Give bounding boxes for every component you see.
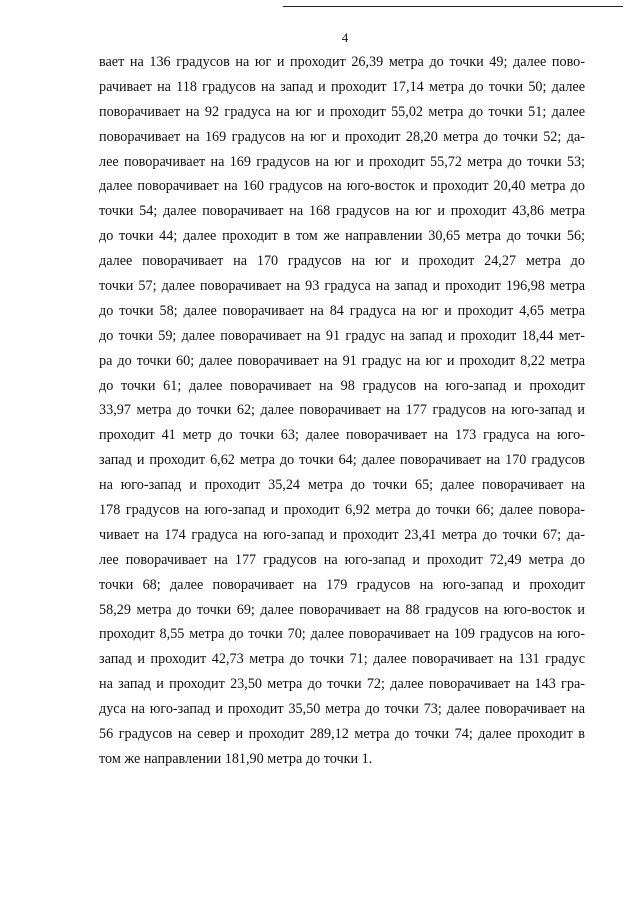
text-line: поворачивает на 169 градусов на юг и проходит 28,20 метра до точки 52; да- (99, 128, 585, 145)
header-rule (283, 6, 623, 7)
text-line: проходит 41 метр до точки 63; далее поворачивает на 173 градуса на юго- (99, 427, 585, 444)
text-line: 58,29 метра до точки 69; далее поворачивает на 88 градусов на юго-восток и (99, 601, 585, 618)
text-line: точки 57; далее поворачивает на 93 градуса на запад и проходит 196,98 метра (99, 278, 585, 295)
text-line: далее поворачивает на 170 градусов на юг и проходит 24,27 метра до (99, 253, 585, 270)
body-text (99, 50, 585, 772)
text-line: дуса на юго-запад и проходит 35,50 метра до точки 73; далее поворачивает на (99, 701, 585, 718)
text-line: до точки 61; далее поворачивает на 98 градусов на юго-запад и проходит (99, 377, 585, 394)
text-line: 33,97 метра до точки 62; далее поворачивает на 177 градусов на юго-запад и (99, 402, 585, 419)
text-line: на юго-запад и проходит 35,24 метра до точки 65; далее поворачивает на (99, 477, 585, 494)
text-line: рачивает на 118 градусов на запад и проходит 17,14 метра до точки 50; далее (99, 78, 585, 95)
text-line: том же направлении 181,90 метра до точки 1. (99, 750, 373, 767)
text-line: далее поворачивает на 160 градусов на юго-восток и проходит 20,40 метра до (99, 178, 585, 195)
text-line: до точки 44; далее проходит в том же направлении 30,65 метра до точки 56; (99, 228, 585, 245)
text-line: лее поворачивает на 169 градусов на юг и проходит 55,72 метра до точки 53; (99, 153, 585, 170)
text-line: до точки 59; далее поворачивает на 91 градус на запад и проходит 18,44 мет- (99, 327, 585, 344)
text-line: чивает на 174 градуса на юго-запад и проходит 23,41 метра до точки 67; да- (99, 526, 585, 543)
text-line: ра до точки 60; далее поворачивает на 91 градус на юг и проходит 8,22 метра (99, 352, 585, 369)
text-line: поворачивает на 92 градуса на юг и проходит 55,02 метра до точки 51; далее (99, 103, 585, 120)
text-line: на запад и проходит 23,50 метра до точки 72; далее поворачивает на 143 гра- (99, 676, 585, 693)
text-line: 56 градусов на север и проходит 289,12 метра до точки 74; далее проходит в (99, 726, 585, 743)
text-line: точки 54; далее поворачивает на 168 градусов на юг и проходит 43,86 метра (99, 203, 585, 220)
text-line: лее поворачивает на 177 градусов на юго-запад и проходит 72,49 метра до (99, 551, 585, 568)
text-line: запад и проходит 42,73 метра до точки 71; далее поворачивает на 131 градус (99, 651, 585, 668)
text-line: вает на 136 градусов на юг и проходит 26,39 метра до точки 49; далее пово- (99, 54, 585, 70)
text-line: 178 градусов на юго-запад и проходит 6,92 метра до точки 66; далее поворa- (99, 502, 585, 519)
text-line: запад и проходит 6,62 метра до точки 64; далее поворачивает на 170 градусов (99, 452, 585, 469)
text-line: до точки 58; далее поворачивает на 84 градуса на юг и проходит 4,65 метра (99, 302, 585, 319)
text-line: точки 68; далее поворачивает на 179 градусов на юго-запад и проходит (99, 576, 585, 593)
page-number: 4 (341, 30, 349, 45)
text-line: проходит 8,55 метра до точки 70; далее поворачивает на 109 градусов на юго- (99, 626, 585, 643)
